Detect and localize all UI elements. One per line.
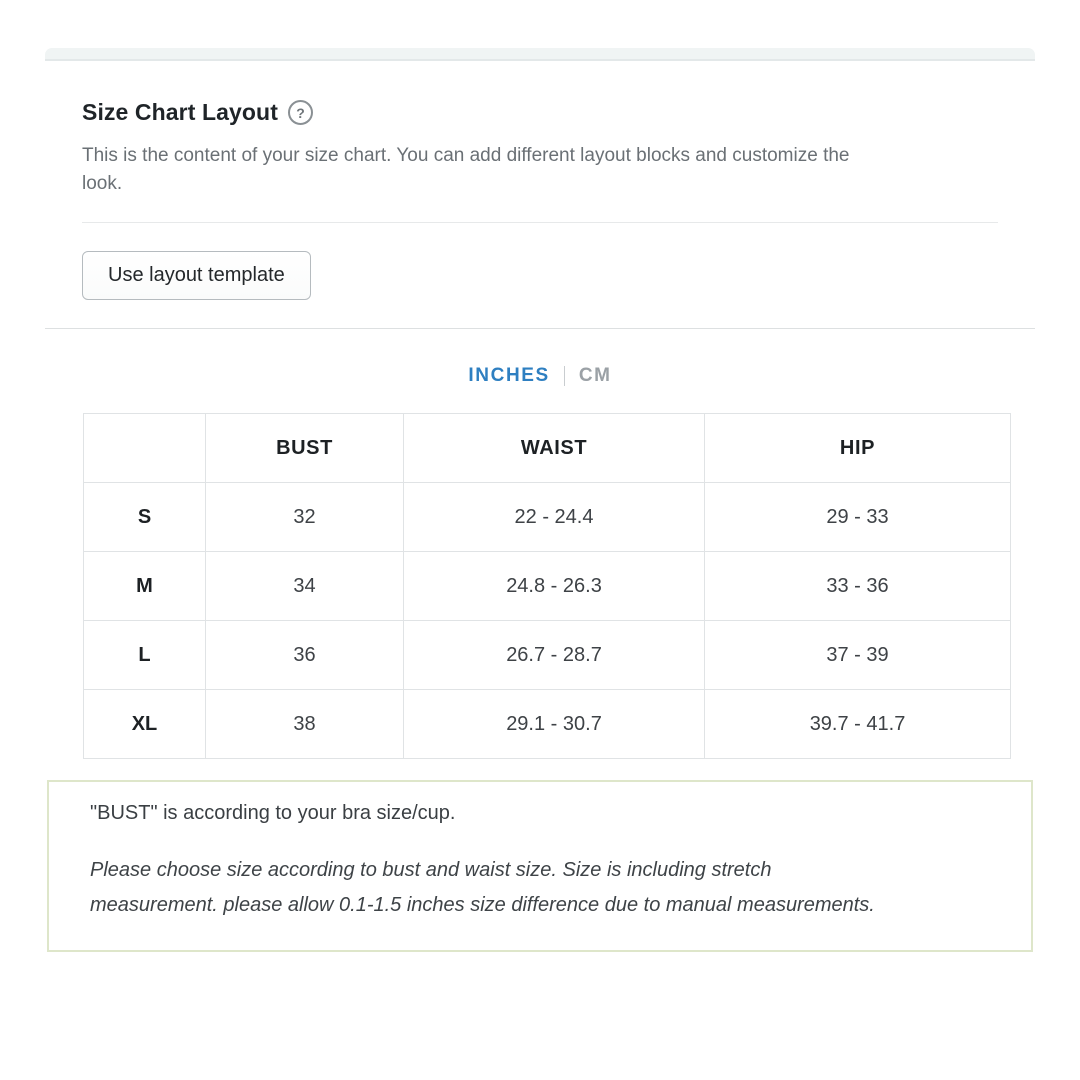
panel-header (82, 99, 998, 126)
size-chart-table (83, 413, 1011, 759)
header-waist: WAIST (404, 414, 705, 483)
hip-cell: 29 - 33 (705, 483, 1011, 552)
card-body (45, 61, 1035, 952)
bust-cell: 32 (206, 483, 404, 552)
unit-toggle (82, 365, 998, 387)
card-top-strip (45, 48, 1035, 61)
table-row (84, 690, 1011, 759)
panel-description: This is the content of your size chart. You can add different layout blocks and customize the look. (82, 145, 850, 194)
hip-cell: 39.7 - 41.7 (705, 690, 1011, 759)
size-cell: XL (84, 690, 206, 759)
size-cell: M (84, 552, 206, 621)
hip-cell: 33 - 36 (705, 552, 1011, 621)
full-width-divider (45, 328, 1035, 329)
bust-cell: 38 (206, 690, 404, 759)
help-icon[interactable]: ? (288, 100, 313, 125)
waist-cell: 26.7 - 28.7 (404, 621, 705, 690)
unit-inches-option[interactable]: INCHES (468, 365, 550, 386)
size-cell: S (84, 483, 206, 552)
header-blank (84, 414, 206, 483)
table-row (84, 621, 1011, 690)
size-chart-panel (45, 48, 1035, 952)
unit-cm-option[interactable]: CM (578, 365, 612, 386)
bust-cell: 36 (206, 621, 404, 690)
bust-cell: 34 (206, 552, 404, 621)
unit-separator (564, 366, 565, 386)
notes-block (47, 780, 1033, 952)
table-header-row (84, 414, 1011, 483)
use-layout-template-button[interactable]: Use layout template (82, 251, 311, 300)
waist-cell: 22 - 24.4 (404, 483, 705, 552)
section-divider (82, 222, 998, 223)
table-row (84, 552, 1011, 621)
note-plain-text: "BUST" is according to your bra size/cup. (90, 802, 456, 824)
waist-cell: 29.1 - 30.7 (404, 690, 705, 759)
page-title: Size Chart Layout (82, 99, 278, 125)
hip-cell: 37 - 39 (705, 621, 1011, 690)
header-hip: HIP (705, 414, 1011, 483)
header-bust: BUST (206, 414, 404, 483)
note-italic-text: Please choose size according to bust and waist size. Size is including stretch measurement. please allow 0.1-1.5 inches size difference due to manual measurements. (90, 859, 875, 916)
waist-cell: 24.8 - 26.3 (404, 552, 705, 621)
size-cell: L (84, 621, 206, 690)
table-row (84, 483, 1011, 552)
